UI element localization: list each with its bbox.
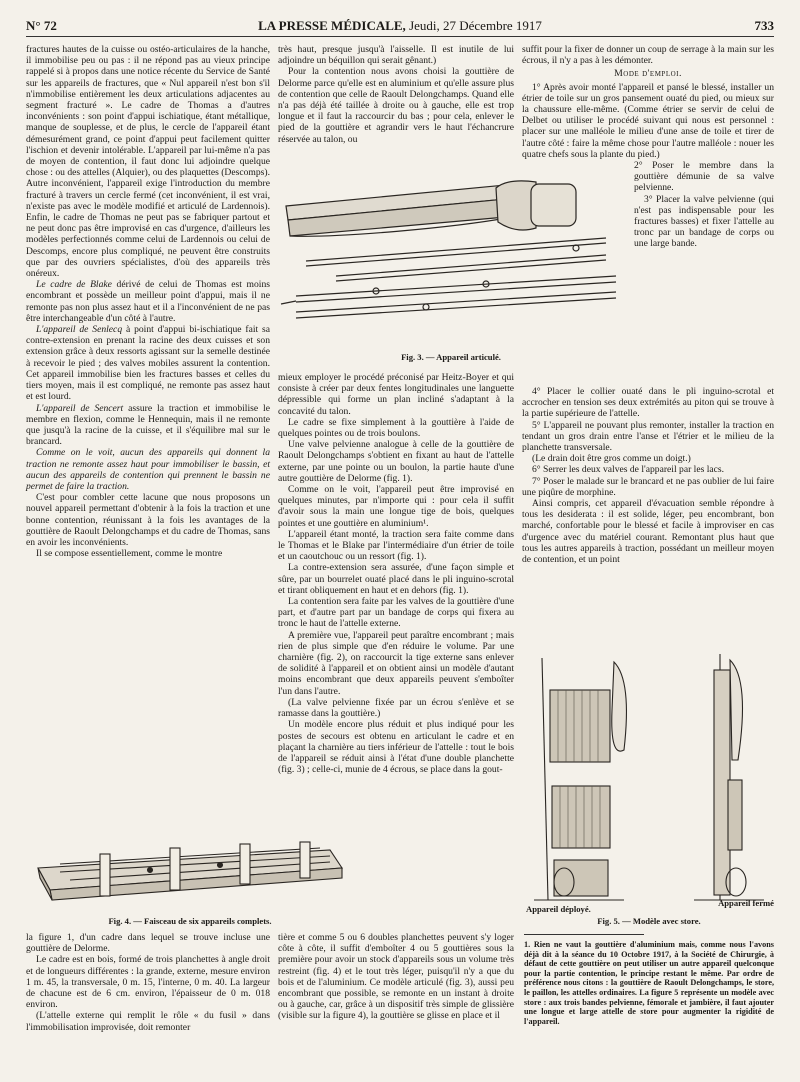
paragraph-sencert (26, 403, 270, 448)
paragraph: L'appareil étant monté, la traction sera faite comme dans le Thomas et le Blake par l'intermédiaire d'un étrier de toile et un caoutchouc ou un ressort (fig. 1). (278, 528, 514, 563)
paragraph-senlecq (26, 324, 270, 402)
paragraph: (L'attelle externe qui remplit le rôle « du fusil » dans l'immobilisation improvisée, doit remonter (26, 1010, 270, 1033)
paragraph: mieux employer le procédé préconisé par Heitz-Boyer et qui consiste à créer par deux fentes longitudinales une languette dépressible qui forme un plan incliné s'adaptant à la concavité du talon. (278, 372, 514, 417)
sencert-text: assure la traction et immobilise le membre en flexion, comme le Hennequin, mais il ne remonte que jusqu'à la racine de la cuisse, et il s'équilibre mal sur le brancard. (26, 402, 270, 448)
paragraph: (La valve pelvienne fixée par un écrou s'enlève et se ramasse dans la gouttière.) (278, 696, 514, 720)
paragraph: 7° Poser le malade sur le brancard et ne pas oublier de lui faire une piqûre de morphine. (522, 475, 774, 498)
paragraph: Ainsi compris, cet appareil d'évacuation semble répondre à tous les desiderata : il est solide, léger, peu encombrant, bon marché, confortable pour le blessé et facile à improviser en cas d'urgence avec du matériel courant. Remontant plus haut que tous les autres appareils à traction, possédant un meilleur moyen de contention, et un point (522, 498, 774, 566)
senlecq-lead: L'appareil de Senlecq (36, 324, 123, 336)
fig3-caption: Fig. 3. — Appareil articulé. (401, 352, 501, 362)
paragraph: 4° Placer le collier ouaté dans le pli inguino-scrotal et accrocher en tension ses deux extrémités au piton qui se trouve à la partie supérieure de l'attelle. (522, 386, 774, 420)
paragraph: 3° Placer la valve pelvienne (qui n'est pas indispensable pour les fractures basses) et fixer l'attelle au tronc par un bandage de corps ou une large bande. (634, 193, 774, 250)
column-2-bottom (278, 932, 514, 1068)
fig5-right-label: Appareil fermé (718, 898, 774, 908)
page-number: 733 (754, 18, 774, 33)
blake-lead: Le cadre de Blake (36, 279, 112, 291)
paragraph: C'est pour combler cette lacune que nous proposons un nouvel appareil permettant d'obtenir à la fois la traction et une bonne contention, réunissant à la fois les avantages de la gouttière de Raoult Delongchamps et du cadre de Thomas, sans en avoir les inconvénients. (26, 492, 270, 548)
paragraph: Une valve pelvienne analogue à celle de la gouttière de Raoult Delongchamps s'obtient en fixant au haut de l'attelle externe, par une pointe ou un boulon, la partie haute d'une autre gouttière de Delorme (fig. 1). (278, 439, 514, 484)
footnote: 1. Rien ne vaut la gouttière d'aluminium mais, comme nous l'avons déjà dit à la séance du 10 Octobre 1917, à la Société de Chirurgie, à défaut de cette gouttière on peut utiliser un autre appareil quelconque pour la partie contention, le principe restant le même. Par ordre de préférence nous citons : la gouttière de Raoult Delongchamps, le store, le paillon, les attelles ordinaires. La figure 5 représente un modèle avec store : aux trois bandes pelvienne, fémorale et jambière, il faut ajouter une longue et large attelle de store pour augmenter la rigidité de l'appareil. (524, 940, 774, 1026)
issue-number: N° 72 (26, 18, 57, 33)
senlecq-text: à point d'appui bi-ischiatique fait sa contre-extension en prenant la racine des deux cuisses et son extension grâce à deux ressorts agissant sur la semelle destinée à recevoir le pied ; des valves mobiles assurent la contention. Cet appareil immobilise bien les fractures basses et celles du tiers moyen, mais il est compliqué, ne remonte pas assez haut et est lourd. (26, 324, 270, 403)
column-2-top (278, 44, 514, 170)
journal-title (26, 18, 774, 34)
paragraph: la figure 1, d'un cadre dans lequel se trouve incluse une gouttière de Delorme. (26, 932, 270, 955)
paragraph: Un modèle encore plus réduit et plus indiqué pour les postes de secours est obtenu en articulant le cadre et en plaçant la charnière au tiers inférieur de l'attelle : tout le bois de l'appareil se réduit ainsi à l'état d'une double planchette (fig. 3) ; celle-ci, munie de 4 écrous, se place dans la gout- (278, 719, 514, 776)
paragraph: La contre-extension sera assurée, d'une façon simple et sûre, par un bourrelet ouaté placé dans le pli inguino-scrotal et tirant obliquement en haut et en dehors (fig. 1). (278, 562, 514, 596)
blake-text: dérivé de celui de Thomas est moins encombrant et possède un meilleur point d'appui, mais il ne remonte pas non plus assez haut et il a l'inconvénient de ne pas être interchangeable d'un côté à l'autre. (26, 279, 270, 324)
column-3-mid (522, 386, 774, 644)
journal-name: LA PRESSE MÉDICALE, (258, 18, 406, 33)
paragraph: La contention sera faite par les valves de la gouttière d'une part, et d'autre part par un bandage de corps qui fixera au tronc le haut de l'attelle externe. (278, 596, 514, 630)
paragraph: Le cadre se fixe simplement à la gouttière à l'aide de quelques pointes ou de trois boulons. (278, 416, 514, 440)
paragraph: suffit pour la fixer de donner un coup de serrage à la main sur les écrous, il n'y a pas à les démonter. (522, 44, 774, 67)
paragraph: 2° Poser le membre dans la gouttière démunie de sa valve pelvienne. (634, 160, 774, 194)
column-1-bottom (26, 932, 270, 1068)
paragraph-step-1-start: 1° Après avoir monté l'appareil et pansé le blessé, installer un étrier de toile sur un gros pansement ouaté du pied, ou mieux sur la chaussure elle-même. (Comme étrier se servir de celui de Delbet ou utiliser le procédé suivant qui nous est personnel : placer sur une malléole le milieu d'une anse de toile et tirer de l'autre côté : faire la même chose pour l'autre malléole : nouer les quatre chefs sous la plante du pied.) (522, 81, 774, 160)
paragraph: fractures hautes de la cuisse ou ostéo-articulaires de la hanche, il immobilise peu ou pas : il ne répond pas au vieux principe rappelé si à propos dans une notice récente du Service de Santé sur les appareils de fractures, que « Nul appareil n'est bon s'il n'immobilise entièrement les deux articulations adjacentes au segment fracturé ». Le cadre de Thomas a d'autres inconvénients : son point d'appui ischiatique, étant métallique, manque de souplesse, et de plus, le cercle de l'appareil étant démesurément grand, ce point d'appui peut facilement quitter l'ischion et devenir intolérable. L'appareil par lui-même n'a pas de moyen de contention, il faut donc lui adjoindre quelque chose : ou des attelles (Alquier), ou des plaquettes (Descomps). Autre inconvénient, l'appareil exige l'introduction du membre fracturé à travers un cercle fermé (cet inconvénient, il est vrai, n'existe pas avec le modèle modifié et articulé de Lardennois). Enfin, le cadre de Thomas ne peut pas se fabriquer partout et ne peut donc pas être improvisé en cas d'urgence, d'ailleurs les modèles perfectionnés comme celui de Lardennois ou celui de Descomps, encore plus compliqué, ne peuvent être construits que par des ouvriers spécialistes, d'où des appareils très onéreux. (26, 44, 270, 280)
issue-date: Jeudi, 27 Décembre 1917 (409, 18, 542, 33)
fig5-caption: Fig. 5. — Modèle avec store. (597, 916, 701, 926)
section-title: Mode d'emploi. (614, 68, 682, 80)
column-2-mid (278, 372, 514, 818)
paragraph: (Le drain doit être gros comme un doigt.) (532, 453, 691, 465)
paragraph-italic: Comme on le voit, aucun des appareils qui donnent la traction ne remonte assez haut pour immobiliser le bassin, et aucun des appareils de contention qui prennent le bassin ne permet de faire la traction. (26, 447, 270, 492)
paragraph: tière et comme 5 ou 6 doubles planchettes peuvent s'y loger côte à côte, il suffit d'emboîter 4 ou 5 gouttières sous la première pour avoir un stock d'appareils sous un volume très restreint (fig. 4) et le tout très léger, puisqu'il n'y a que du bois et de l'aluminium. Ce modèle articulé (fig. 3), aussi peu encombrant que possible, se remonte en un instant à droite ou à gauche, car, grâce à un dispositif très simple de glissière (visible sur la figure 4), la gouttière se glisse en place et il (278, 932, 514, 1022)
column-1 (26, 44, 270, 822)
paragraph-blake (26, 279, 270, 324)
paragraph: Pour la contention nous avons choisi la gouttière de Delorme parce qu'elle est en aluminium et qu'elle assure plus de contention que celle de Raoult Delongchamps. Quand elle n'a pas déjà été taillée à droite ou à gauche, elle est trop longue et il faut la raccourcir du bas ; pour cela, enlever le pied de la gouttière et agrandir vers le haut l'échancrure réservée au talon, ou (278, 66, 514, 145)
fig4-drawing (30, 828, 350, 914)
figure-3 (276, 176, 626, 346)
fig3-drawing (276, 176, 626, 346)
column-3-narrow (634, 160, 774, 382)
paragraph: Le cadre est en bois, formé de trois planchettes à angle droit et de longueurs différentes : la grande, externe, mesure environ 1 m. 45, la transversale, 0 m. 15, l'interne, 0 m. 40. La largeur de chacune est de 6 cm. environ, l'épaisseur de 0 m. 018 environ. (26, 954, 270, 1011)
paragraph: 6° Serrer les deux valves de l'appareil par les lacs. (532, 464, 725, 476)
fig5-drawing (524, 650, 774, 912)
figure-4 (30, 828, 350, 914)
figure-5 (524, 650, 774, 912)
paragraph: Il se compose essentiellement, comme le montre (36, 548, 223, 560)
fig4-caption: Fig. 4. — Faisceau de six appareils complets. (108, 916, 272, 926)
footnote-rule (524, 934, 644, 935)
fig5-left-label: Appareil déployé. (526, 904, 591, 914)
paragraph: 5° L'appareil ne pouvant plus remonter, installer la traction en tendant un gros drain entre l'anse et l'étrier et le milieu de la planchette transversale. (522, 419, 774, 454)
paragraph: A première vue, l'appareil peut paraître encombrant ; mais rien de plus simple que d'en réduire le volume. Par une charnière (fig. 2), on raccourcit la tige externe sans enlever de solidité à l'appareil et on obtient ainsi un modèle d'autant moins encombrant que deux appareils peuvent s'emboîter l'un dans l'autre. (278, 629, 514, 697)
sencert-lead: L'appareil de Sencert (36, 402, 124, 414)
paragraph: très haut, presque jusqu'à l'aisselle. Il est inutile de lui adjoindre un béquillon qui serait gênant.) (278, 44, 514, 67)
page-header (26, 16, 774, 37)
paragraph: Comme on le voit, l'appareil peut être improvisé en quelques minutes, par n'importe qui : pour cela il suffit d'avoir sous la main une longue tige de bois, quelques pointes et une gouttière en aluminium¹. (278, 484, 514, 529)
